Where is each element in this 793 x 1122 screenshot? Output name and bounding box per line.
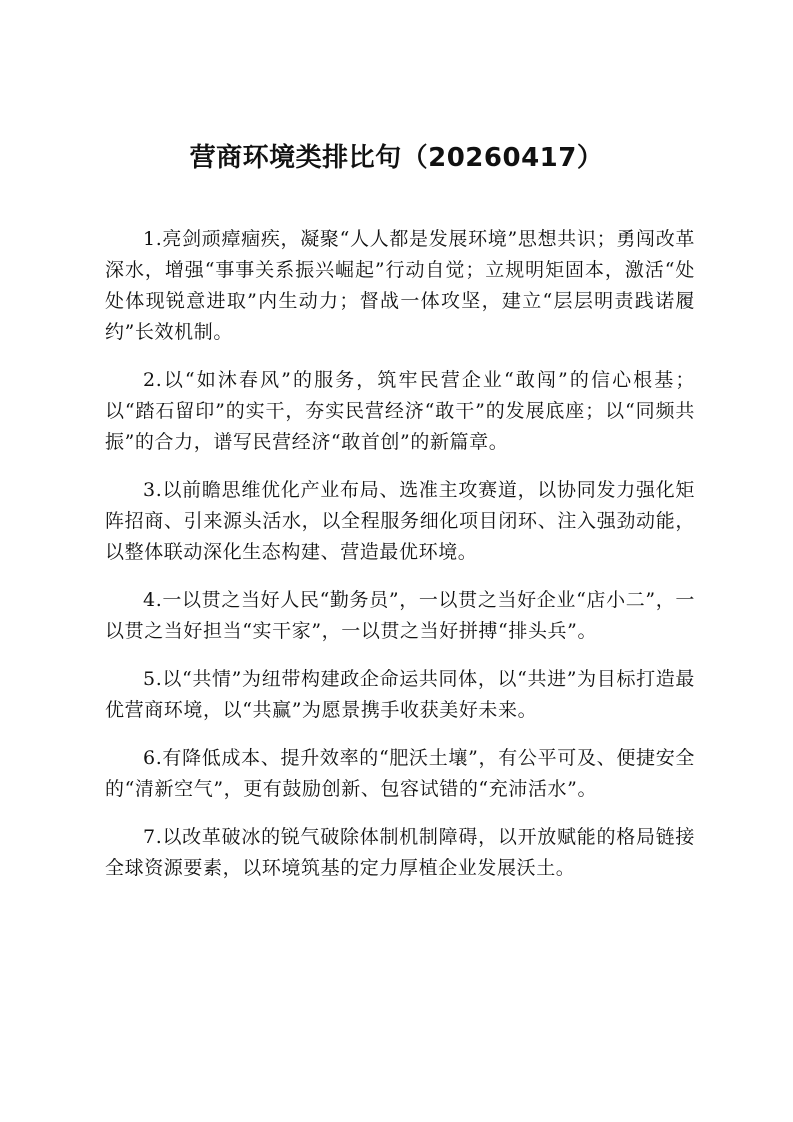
paragraph-1: 1.亮剑顽瘴痼疾，凝聚“人人都是发展环境”思想共识；勇闯改革深水，增强“事事关系振兴崛起”行动自觉；立规明矩固本，激活“处处体现锐意进取”内生动力；督战一体攻坚，建立“层层明责践诺履约”长效机制。	[105, 228, 695, 343]
paragraph-6: 6.有降低成本、提升效率的“肥沃土壤”，有公平可及、便捷安全的“清新空气”，更有鼓励创新、包容试错的“充沛活水”。	[105, 747, 695, 800]
document-body	[105, 224, 695, 901]
paragraph-5: 5.以“共情”为纽带构建政企命运共同体，以“共进”为目标打造最优营商环境，以“共赢”为愿景携手收获美好未来。	[105, 668, 695, 721]
paragraph-2: 2.以“如沐春风”的服务，筑牢民营企业“敢闯”的信心根基；以“踏石留印”的实干，夯实民营经济“敢干”的发展底座；以“同频共振”的合力，谱写民营经济“敢首创”的新篇章。	[105, 369, 695, 453]
paragraph-7: 7.以改革破冰的锐气破除体制机制障碍，以开放赋能的格局链接全球资源要素，以环境筑基的定力厚植企业发展沃土。	[105, 826, 695, 879]
paragraph-4: 4.一以贯之当好人民“勤务员”，一以贯之当好企业“店小二”，一以贯之当好担当“实干家”，一以贯之当好拼搏“排头兵”。	[105, 589, 695, 642]
paragraph-3: 3.以前瞻思维优化产业布局、选准主攻赛道，以协同发力强化矩阵招商、引来源头活水，以全程服务细化项目闭环、注入强劲动能，以整体联动深化生态构建、营造最优环境。	[105, 479, 695, 563]
document-title: 营商环境类排比句（20260417）	[189, 143, 604, 173]
